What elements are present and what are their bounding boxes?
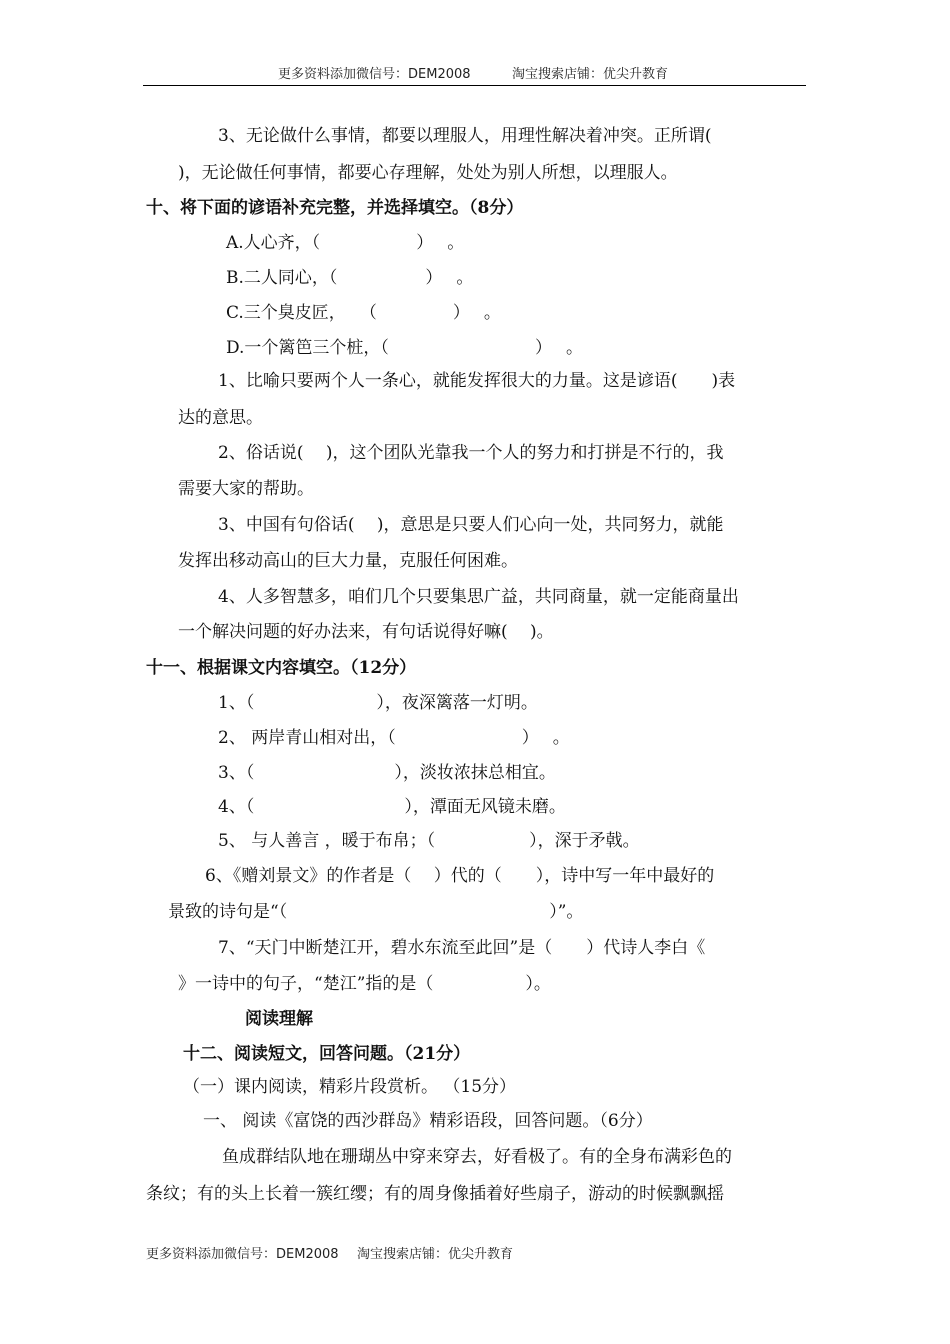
proverb-a: A.人心齐，（ ） 。 [226,233,465,253]
passage-line: 鱼成群结队地在珊瑚丛中穿来穿去，好看极了。有的全身布满彩色的 [222,1147,732,1167]
proverb-d: D.一个篱笆三个桩，（ ） 。 [226,338,583,358]
footer-shop: 淘宝搜索店铺：优尖升教育 [357,1247,514,1262]
section-heading-12: 十二、阅读短文，回答问题。（21分） [183,1044,471,1064]
fill-line-6: 景致的诗句是“（ ）”。 [168,902,584,922]
sub-heading: 一、 阅读《富饶的西沙群岛》精彩语段，回答问题。（6分） [203,1111,653,1131]
reading-comprehension-title: 阅读理解 [245,1009,313,1029]
text-line: 需要大家的帮助。 [178,479,314,499]
proverb-c: C.三个臭皮匠， （ ） 。 [226,303,501,323]
text-line: 发挥出移动高山的巨大力量，克服任何困难。 [178,551,518,571]
header-shop: 淘宝搜索店铺：优尖升教育 [512,67,669,82]
section-heading-11: 十一、根据课文内容填空。（12分） [146,658,417,678]
text-line: 2、俗话说( )，这个团队光靠我一个人的努力和打拼是不行的，我 [218,443,724,463]
sub-heading: （一）课内阅读，精彩片段赏析。 （15分） [183,1077,517,1097]
text-line: 达的意思。 [178,408,263,428]
header-wechat: 更多资料添加微信号：DEM2008 [278,67,471,82]
fill-line-1: 1、（ ），夜深篱落一灯明。 [218,693,538,713]
passage-line: 条纹；有的头上长着一簇红缨；有的周身像插着好些扇子，游动的时候飘飘摇 [146,1184,724,1204]
text-line: )，无论做任何事情，都要心存理解，处处为别人所想，以理服人。 [178,163,678,183]
fill-line-2: 2、 两岸青山相对出，（ ） 。 [218,728,570,748]
text-line: 一个解决问题的好办法来，有句话说得好嘛( )。 [178,622,554,642]
fill-line-5: 5、 与人善言 ，暖于布帛；（ ），深于矛戟。 [218,831,640,851]
text-line: 4、人多智慧多，咱们几个只要集思广益，共同商量，就一定能商量出 [218,587,739,607]
text-line: 7、“天门中断楚江开，碧水东流至此回”是（ ）代诗人李白《 [218,938,706,958]
text-line: 3、中国有句俗话( )，意思是只要人们心向一处，共同努力，就能 [218,515,724,535]
fill-line-3: 3、（ ），淡妆浓抹总相宜。 [218,763,556,783]
text-line: 1、比喻只要两个人一条心，就能发挥很大的力量。这是谚语( )表 [218,371,736,391]
fill-line-4: 4、（ ），潭面无风镜未磨。 [218,797,566,817]
footer-wechat: 更多资料添加微信号：DEM2008 [146,1247,339,1262]
text-line: 3、无论做什么事情，都要以理服人，用理性解决着冲突。正所谓( [218,126,712,146]
fill-line-7: 》一诗中的句子，“楚江”指的是（ ）。 [178,974,551,994]
header-rule [143,85,806,86]
section-heading-10: 十、将下面的谚语补充完整，并选择填空。（8分） [146,198,524,218]
proverb-b: B.二人同心，（ ） 。 [226,268,474,288]
text-line: 6、《赠刘景文》的作者是（ ）代的（ ），诗中写一年中最好的 [205,866,715,886]
